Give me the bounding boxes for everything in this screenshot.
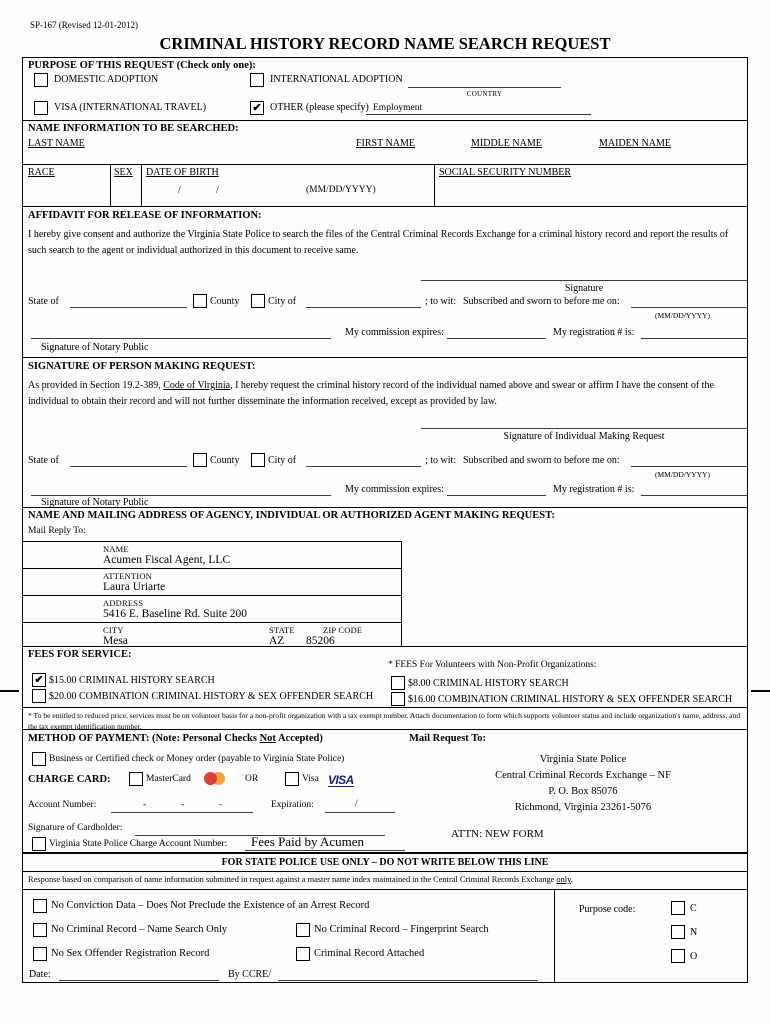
by-ccre-label: By CCRE/ (228, 969, 272, 980)
no-conviction-label: No Conviction Data – Does Not Preclude the Existence of an Arrest Record (51, 900, 370, 911)
request-sig-body (28, 378, 742, 409)
account-dash: - (143, 800, 147, 810)
divider (141, 165, 142, 207)
signature-field-line[interactable] (421, 280, 747, 281)
registration-field-line[interactable] (641, 495, 747, 496)
city-checkbox[interactable] (251, 294, 265, 308)
purpose-code-n-label: N (690, 927, 698, 938)
divider (434, 165, 435, 207)
city-field-line[interactable] (306, 466, 421, 467)
check-mark-icon: ✔ (252, 102, 262, 114)
purpose-code-label: Purpose code: (579, 904, 636, 915)
county-label: County (210, 296, 240, 307)
fees-footnote: * To be entitled to reduced price, services must be on volunteer basis for a non-profit organization with a tax exempt number. Attach documentation to form which supports volunteer status and include organization's name, address, and the tax exempt identification number. (28, 711, 741, 731)
mail-reply-label: Mail Reply To: (28, 526, 86, 536)
section-request-signature (23, 357, 747, 507)
county-checkbox[interactable] (193, 453, 207, 467)
affidavit-header: AFFIDAVIT FOR RELEASE OF INFORMATION: (28, 210, 262, 221)
commission-field-line[interactable] (447, 338, 546, 339)
response-end: . (570, 875, 573, 884)
zip-field-label: ZIP CODE (323, 625, 363, 635)
date-format-label: (MM/DD/YYYY) (655, 470, 710, 479)
expiration-field-line[interactable] (325, 812, 395, 813)
state-of-label: State of (28, 455, 59, 466)
fee-15-checkbox[interactable] (32, 673, 46, 687)
fold-mark-right (751, 690, 770, 692)
header-post: Accepted) (275, 733, 323, 744)
check-mark-icon: ✔ (34, 674, 44, 686)
no-record-fingerprint-checkbox[interactable] (296, 923, 310, 937)
mail-to-line: P. O. Box 85076 (548, 786, 618, 797)
fee-20-label: $20.00 COMBINATION CRIMINAL HISTORY & SEX OFFENDER SEARCH (49, 691, 374, 702)
header-pre: METHOD OF PAYMENT: (Note: Personal Checks (28, 733, 260, 744)
mastercard-checkbox[interactable] (129, 772, 143, 786)
individual-signature-label: Signature of Individual Making Request (503, 431, 665, 442)
signature-label: Signature (564, 283, 604, 294)
attention-field-label: ATTENTION (103, 571, 153, 581)
business-check-checkbox[interactable] (32, 752, 46, 766)
attn-label: ATTN: NEW FORM (451, 828, 544, 840)
date-field-line[interactable] (59, 980, 219, 981)
registration-field-line[interactable] (641, 338, 747, 339)
date-format-label: (MM/DD/YYYY) (655, 311, 710, 320)
purpose-code-c-checkbox[interactable] (671, 901, 685, 915)
section-payment (23, 729, 747, 852)
mail-to-line: Richmond, Virginia 23261-5076 (514, 802, 652, 813)
form-body (22, 57, 748, 983)
section-fees (23, 646, 747, 729)
purpose-code-o-checkbox[interactable] (671, 949, 685, 963)
city-field-value[interactable]: Mesa (103, 635, 128, 647)
other-label: OTHER (please specify) (270, 102, 369, 113)
city-field-label: CITY (103, 625, 124, 635)
state-field-line[interactable] (70, 466, 187, 467)
section-results (23, 889, 747, 982)
no-conviction-checkbox[interactable] (33, 899, 47, 913)
city-checkbox[interactable] (251, 453, 265, 467)
fee-20-checkbox[interactable] (32, 689, 46, 703)
fee-8-label: $8.00 CRIMINAL HISTORY SEARCH (408, 678, 569, 689)
race-label: RACE (28, 167, 55, 178)
account-dash: - (219, 800, 223, 810)
divider (401, 541, 402, 647)
other-value[interactable]: Employment (373, 103, 423, 113)
or-label: OR (245, 774, 259, 784)
international-adoption-label: INTERNATIONAL ADOPTION (270, 74, 403, 85)
record-attached-label: Criminal Record Attached (314, 948, 425, 959)
state-field-value[interactable]: AZ (269, 635, 285, 647)
body-pre: As provided in Section 19.2-389, (28, 380, 164, 391)
fee-16-label: $16.00 COMBINATION CRIMINAL HISTORY & SEX OFFENDER SEARCH (408, 694, 733, 705)
divider (110, 165, 111, 207)
cardholder-signature-label: Signature of Cardholder: (28, 823, 123, 833)
address-field-value[interactable]: 5416 E. Baseline Rd. Suite 200 (103, 608, 248, 620)
header-not: Not (259, 733, 276, 744)
notary-signature-label: Signature of Notary Public (41, 497, 149, 508)
vsp-account-field-line[interactable] (245, 850, 405, 851)
commission-label: My commission expires: (345, 484, 444, 495)
fee-8-checkbox[interactable] (391, 676, 405, 690)
international-adoption-checkbox[interactable] (250, 73, 264, 87)
sworn-date-field-line[interactable] (631, 307, 747, 308)
mail-request-to-label: Mail Request To: (409, 733, 487, 744)
divider (23, 707, 747, 708)
address-field-label: ADDRESS (103, 598, 144, 608)
purpose-code-c-label: C (690, 903, 697, 914)
visa-label: Visa (302, 774, 319, 784)
visa-icon: VISA (328, 773, 354, 787)
name-field-label: NAME (103, 544, 129, 554)
no-record-name-label: No Criminal Record – Name Search Only (51, 924, 228, 935)
mastercard-red-circle (204, 772, 217, 785)
to-wit-label: ; to wit: (425, 455, 457, 466)
country-label: COUNTRY (466, 90, 503, 98)
individual-signature-field-line[interactable] (421, 428, 747, 429)
fee-15-label: $15.00 CRIMINAL HISTORY SEARCH (49, 675, 215, 686)
maiden-name-label: MAIDEN NAME (599, 138, 671, 149)
city-of-label: City of (268, 455, 297, 466)
section-name-info (23, 120, 747, 164)
no-sex-offender-label: No Sex Offender Registration Record (51, 948, 210, 959)
record-attached-checkbox[interactable] (296, 947, 310, 961)
divider (554, 890, 555, 983)
ssn-label: SOCIAL SECURITY NUMBER (439, 167, 572, 178)
commission-field-line[interactable] (447, 495, 546, 496)
volunteer-fees-header: * FEES For Volunteers with Non-Profit Organizations: (388, 660, 597, 670)
address-field-row[interactable] (23, 595, 401, 623)
attention-field-row[interactable] (23, 568, 401, 596)
commission-label: My commission expires: (345, 327, 444, 338)
vsp-account-checkbox[interactable] (32, 837, 46, 851)
section-response (23, 871, 747, 889)
sworn-label: Subscribed and sworn to before me on: (463, 296, 620, 307)
city-state-zip-row[interactable] (23, 622, 401, 648)
charge-card-label: CHARGE CARD: (28, 774, 111, 785)
response-text (28, 875, 573, 884)
account-dash: - (181, 800, 185, 810)
domestic-adoption-label: DOMESTIC ADOPTION (54, 74, 159, 85)
mail-to-line: Central Criminal Records Exchange – NF (495, 770, 671, 781)
section-purpose (23, 58, 747, 120)
sworn-date-field-line[interactable] (631, 466, 747, 467)
page-title: CRIMINAL HISTORY RECORD NAME SEARCH REQUEST (159, 34, 611, 53)
form-number: SP-167 (Revised 12-01-2012) (30, 20, 138, 30)
account-number-label: Account Number: (28, 800, 97, 810)
mailing-header: NAME AND MAILING ADDRESS OF AGENCY, INDIVIDUAL OR AUTHORIZED AGENT MAKING REQUEST: (28, 510, 555, 521)
response-only: only (556, 875, 571, 884)
request-sig-header: SIGNATURE OF PERSON MAKING REQUEST: (28, 361, 256, 372)
expiration-slash: / (355, 799, 358, 809)
response-pre: Response based on comparison of name information submitted in request against a master name index maintained in the Central Criminal Records Exchange (28, 875, 557, 884)
body-post: , I hereby request the criminal history record of the individual named above and swear or affirm I have the consent of the individual to obtain their record and will not further disseminate the information received, except as provided by law. (28, 380, 714, 407)
affidavit-body: I hereby give consent and authorize the Virginia State Police to search the files of the Central Criminal Records Exchange for a criminal history record and report the results of such search to the agent or individual authorized in this document to receive same. (28, 229, 729, 256)
code-of-virginia-cite: Code of Virginia (163, 380, 231, 391)
county-label: County (210, 455, 240, 466)
dob-slash: / (178, 185, 181, 196)
city-of-label: City of (268, 296, 297, 307)
county-checkbox[interactable] (193, 294, 207, 308)
name-field-value[interactable]: Acumen Fiscal Agent, LLC (103, 554, 231, 566)
business-check-label: Business or Certified check or Money order (payable to Virginia State Police) (49, 754, 345, 764)
state-of-label: State of (28, 296, 59, 307)
vsp-account-value[interactable]: Fees Paid by Acumen (251, 834, 365, 849)
mail-to-address (423, 752, 743, 816)
ccre-field-line[interactable] (278, 980, 538, 981)
vsp-account-label: Virginia State Police Charge Account Number: (49, 839, 228, 849)
fees-header: FEES FOR SERVICE: (28, 649, 132, 660)
zip-field-value[interactable]: 85206 (306, 635, 335, 647)
banner-text: FOR STATE POLICE USE ONLY – DO NOT WRITE BELOW THIS LINE (221, 857, 549, 868)
sex-label: SEX (114, 167, 133, 178)
last-name-label: LAST NAME (28, 138, 85, 149)
notary-signature-field-line[interactable] (31, 495, 331, 496)
fee-16-checkbox[interactable] (391, 692, 405, 706)
section-mailing-address (23, 507, 747, 646)
no-sex-offender-checkbox[interactable] (33, 947, 47, 961)
account-number-field-line[interactable] (111, 812, 253, 813)
name-info-header: NAME INFORMATION TO BE SEARCHED: (28, 123, 239, 134)
expiration-label: Expiration: (271, 800, 314, 810)
visa-checkbox[interactable] (285, 772, 299, 786)
dob-label: DATE OF BIRTH (146, 167, 219, 178)
dob-format-label: (MM/DD/YYYY) (306, 185, 376, 195)
notary-signature-field-line[interactable] (31, 338, 331, 339)
to-wit-label: ; to wit: (425, 296, 457, 307)
dob-slash: / (216, 185, 219, 196)
mastercard-icon (204, 772, 230, 786)
purpose-code-n-checkbox[interactable] (671, 925, 685, 939)
other-field-line[interactable] (366, 114, 591, 115)
no-record-name-checkbox[interactable] (33, 923, 47, 937)
section-affidavit (23, 206, 747, 357)
visa-label: VISA (INTERNATIONAL TRAVEL) (54, 102, 207, 113)
registration-label: My registration # is: (553, 327, 635, 338)
other-checkbox[interactable] (250, 101, 264, 115)
country-field-line[interactable] (408, 87, 561, 88)
state-field-line[interactable] (70, 307, 187, 308)
purpose-header: PURPOSE OF THIS REQUEST (Check only one): (28, 60, 256, 71)
name-field-row[interactable] (23, 541, 401, 569)
section-demographics (23, 164, 747, 206)
first-name-label: FIRST NAME (356, 138, 415, 149)
payment-header (28, 733, 323, 744)
mail-to-line: Virginia State Police (539, 754, 627, 765)
registration-label: My registration # is: (553, 484, 635, 495)
city-field-line[interactable] (306, 307, 421, 308)
notary-signature-label: Signature of Notary Public (41, 342, 149, 353)
middle-name-label: MIDDLE NAME (471, 138, 542, 149)
date-label: Date: (29, 969, 51, 980)
purpose-code-o-label: O (690, 951, 698, 962)
no-record-fingerprint-label: No Criminal Record – Fingerprint Search (314, 924, 489, 935)
domestic-adoption-checkbox[interactable] (34, 73, 48, 87)
state-field-label: STATE (269, 625, 295, 635)
visa-checkbox[interactable] (34, 101, 48, 115)
sworn-label: Subscribed and sworn to before me on: (463, 455, 620, 466)
fold-mark-left (0, 690, 19, 692)
police-use-banner (23, 852, 747, 871)
attention-field-value[interactable]: Laura Uriarte (103, 581, 166, 593)
mastercard-label: MasterCard (146, 774, 191, 784)
